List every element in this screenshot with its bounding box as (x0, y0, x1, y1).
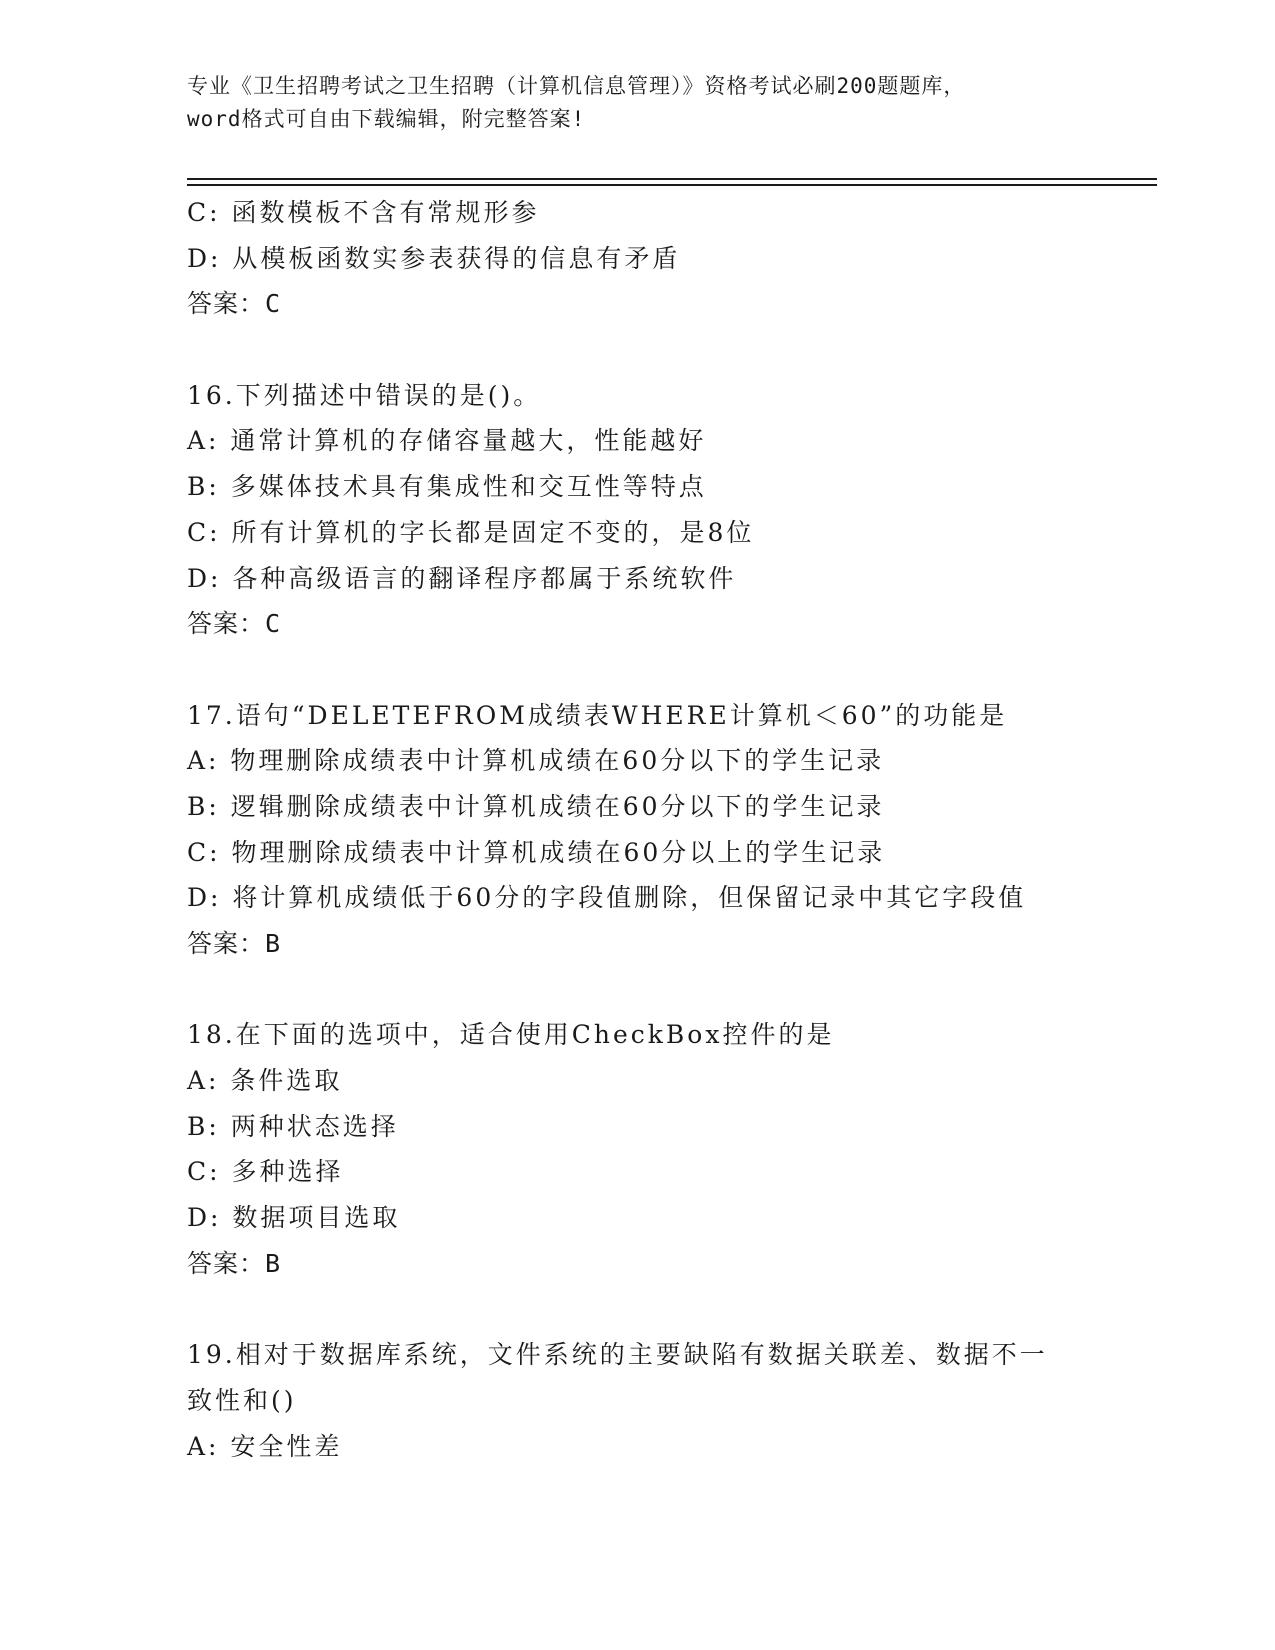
question-stem-line-1: 19.相对于数据库系统，文件系统的主要缺陷有数据关联差、数据不一 (187, 1340, 1048, 1370)
question-19 (187, 1332, 1087, 1469)
question-16 (187, 373, 1087, 647)
answer: 答案：B (187, 929, 282, 958)
option-a: A: 安全性差 (187, 1431, 343, 1461)
option-c: C: 所有计算机的字长都是固定不变的，是8位 (187, 517, 755, 547)
spacer (187, 327, 1087, 373)
option-b: B: 多媒体技术具有集成性和交互性等特点 (187, 472, 707, 502)
option-d: D: 数据项目选取 (187, 1203, 401, 1233)
answer: 答案：B (187, 1248, 282, 1278)
option-c: C: 函数模板不含有常规形参 (187, 198, 540, 227)
question-stem: 18.在下面的选项中，适合使用CheckBox控件的是 (187, 1020, 835, 1050)
option-b: B: 逻辑删除成绩表中计算机成绩在60分以下的学生记录 (187, 791, 885, 821)
option-d: D: 各种高级语言的翻译程序都属于系统软件 (187, 563, 737, 593)
question-stem: 17.语句“DELETEFROM成绩表WHERE计算机＜60”的功能是 (187, 700, 1008, 730)
header-divider-bottom (187, 184, 1157, 186)
header-divider-top (187, 178, 1157, 180)
option-c: C: 多种选择 (187, 1157, 344, 1187)
question-list (187, 190, 1087, 1469)
option-b: B: 两种状态选择 (187, 1111, 399, 1141)
document-header (187, 70, 1087, 136)
option-d: D: 从模板函数实参表获得的信息有矛盾 (187, 243, 681, 273)
question-15-tail (187, 190, 1087, 327)
spacer (187, 1287, 1087, 1333)
spacer (187, 967, 1087, 1013)
option-c: C: 物理删除成绩表中计算机成绩在60分以上的学生记录 (187, 837, 886, 867)
question-stem: 16.下列描述中错误的是()。 (187, 380, 542, 410)
option-a: A: 物理删除成绩表中计算机成绩在60分以下的学生记录 (187, 746, 885, 776)
answer: 答案：C (187, 289, 282, 319)
option-a: A: 通常计算机的存储容量越大，性能越好 (187, 426, 707, 456)
question-stem-line-2: 致性和() (187, 1385, 297, 1415)
header-line-1: 专业《卫生招聘考试之卫生招聘（计算机信息管理）》资格考试必刷200题题库， (187, 74, 966, 98)
answer: 答案：C (187, 609, 282, 639)
option-d: D: 将计算机成绩低于60分的字段值删除，但保留记录中其它字段值 (187, 883, 1027, 913)
question-17 (187, 693, 1087, 967)
question-18 (187, 1012, 1087, 1286)
spacer (187, 647, 1087, 693)
option-a: A: 条件选取 (187, 1066, 343, 1096)
header-line-2: word格式可自由下载编辑，附完整答案! (187, 107, 586, 131)
